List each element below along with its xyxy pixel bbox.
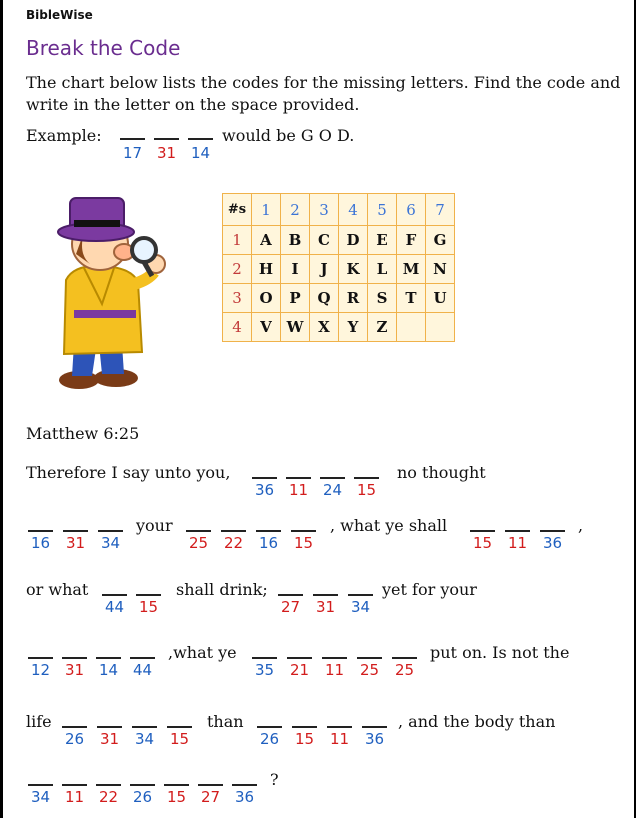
cipher-letter: I: [281, 255, 310, 284]
puzzle-text: no thought: [397, 463, 486, 482]
cipher-corner: #s: [223, 194, 252, 226]
letter-code: 26: [259, 730, 280, 748]
puzzle-text: than: [207, 712, 244, 731]
answer-blank[interactable]: [362, 726, 387, 728]
answer-blank[interactable]: [287, 657, 312, 659]
letter-code: 44: [132, 661, 153, 679]
answer-blank[interactable]: [164, 784, 189, 786]
letter-code: 25: [188, 534, 209, 552]
instructions: The chart below lists the codes for the missing letters. Find the code and write in the letter on the space provided.: [26, 73, 621, 114]
cipher-col-header: 2: [281, 194, 310, 226]
letter-code: 11: [64, 788, 85, 806]
cipher-table: [222, 193, 455, 342]
answer-blank[interactable]: [291, 530, 316, 532]
answer-blank[interactable]: [62, 726, 87, 728]
answer-blank[interactable]: [186, 530, 211, 532]
cipher-letter: K: [339, 255, 368, 284]
puzzle-text: shall drink;: [176, 580, 268, 599]
cipher-letter: L: [368, 255, 397, 284]
answer-blank[interactable]: [167, 726, 192, 728]
example-code: 31: [156, 144, 177, 162]
letter-code: 16: [258, 534, 279, 552]
answer-blank[interactable]: [292, 726, 317, 728]
answer-blank[interactable]: [320, 477, 345, 479]
letter-code: 24: [322, 481, 343, 499]
cipher-col-header: 7: [426, 194, 455, 226]
example-code: 14: [190, 144, 211, 162]
cipher-letter: O: [252, 284, 281, 313]
letter-code: 44: [104, 598, 125, 616]
cipher-row: [223, 284, 455, 313]
answer-blank[interactable]: [348, 594, 373, 596]
letter-code: 36: [364, 730, 385, 748]
letter-code: 27: [200, 788, 221, 806]
cipher-letter: V: [252, 313, 281, 342]
cipher-letter: D: [339, 226, 368, 255]
answer-blank[interactable]: [278, 594, 303, 596]
letter-code: 34: [30, 788, 51, 806]
cipher-letter: M: [397, 255, 426, 284]
answer-blank[interactable]: [62, 784, 87, 786]
cipher-col-header: 4: [339, 194, 368, 226]
cipher-row: [223, 313, 455, 342]
cipher-letter: P: [281, 284, 310, 313]
letter-code: 14: [98, 661, 119, 679]
cipher-letter: A: [252, 226, 281, 255]
cipher-letter: C: [310, 226, 339, 255]
answer-blank[interactable]: [256, 530, 281, 532]
verse-reference: Matthew 6:25: [26, 424, 140, 443]
answer-blank[interactable]: [102, 594, 127, 596]
cipher-letter: U: [426, 284, 455, 313]
letter-code: 15: [169, 730, 190, 748]
letter-code: 34: [100, 534, 121, 552]
answer-blank[interactable]: [313, 594, 338, 596]
answer-blank[interactable]: [286, 477, 311, 479]
letter-code: 11: [288, 481, 309, 499]
puzzle-text: ,: [578, 516, 584, 535]
answer-blank[interactable]: [198, 784, 223, 786]
letter-code: 25: [359, 661, 380, 679]
letter-code: 16: [30, 534, 51, 552]
letter-code: 26: [132, 788, 153, 806]
page-bottom: [0, 818, 640, 837]
letter-code: 15: [294, 730, 315, 748]
letter-code: 25: [394, 661, 415, 679]
answer-blank[interactable]: [130, 784, 155, 786]
cipher-col-header: 1: [252, 194, 281, 226]
letter-code: 11: [329, 730, 350, 748]
answer-blank[interactable]: [232, 784, 257, 786]
answer-blank[interactable]: [62, 657, 87, 659]
page-title: Break the Code: [26, 36, 181, 60]
cipher-row-header: 3: [223, 284, 252, 313]
answer-blank[interactable]: [392, 657, 417, 659]
cipher-letter: F: [397, 226, 426, 255]
letter-code: 15: [138, 598, 159, 616]
letter-code: 15: [293, 534, 314, 552]
puzzle-text: ,what ye: [168, 643, 237, 662]
answer-blank[interactable]: [505, 530, 530, 532]
letter-code: 36: [254, 481, 275, 499]
cipher-col-header: 5: [368, 194, 397, 226]
letter-code: 11: [507, 534, 528, 552]
cipher-letter: Q: [310, 284, 339, 313]
puzzle-text: Therefore I say unto you,: [26, 463, 231, 482]
cipher-letter: [397, 313, 426, 342]
cipher-letter: E: [368, 226, 397, 255]
letter-code: 36: [542, 534, 563, 552]
example-blank[interactable]: [154, 138, 179, 140]
example-blank[interactable]: [188, 138, 213, 140]
letter-code: 15: [166, 788, 187, 806]
answer-blank[interactable]: [63, 530, 88, 532]
puzzle-text: life: [26, 712, 52, 731]
answer-blank[interactable]: [96, 784, 121, 786]
cipher-letter: G: [426, 226, 455, 255]
letter-code: 27: [280, 598, 301, 616]
answer-blank[interactable]: [97, 726, 122, 728]
letter-code: 12: [30, 661, 51, 679]
answer-blank[interactable]: [130, 657, 155, 659]
letter-code: 22: [223, 534, 244, 552]
answer-blank[interactable]: [252, 657, 277, 659]
letter-code: 15: [356, 481, 377, 499]
letter-code: 11: [324, 661, 345, 679]
letter-code: 34: [134, 730, 155, 748]
letter-code: 15: [472, 534, 493, 552]
cipher-letter: B: [281, 226, 310, 255]
letter-code: 31: [65, 534, 86, 552]
answer-blank[interactable]: [136, 594, 161, 596]
answer-blank[interactable]: [96, 657, 121, 659]
letter-code: 34: [350, 598, 371, 616]
example-label: Example:: [26, 126, 102, 145]
letter-code: 31: [99, 730, 120, 748]
letter-code: 21: [289, 661, 310, 679]
answer-blank[interactable]: [354, 477, 379, 479]
answer-blank[interactable]: [28, 530, 53, 532]
cipher-row-header: 4: [223, 313, 252, 342]
puzzle-text: put on. Is not the: [430, 643, 570, 662]
brand-name: BibleWise: [26, 8, 93, 22]
puzzle-text: or what: [26, 580, 89, 599]
detective-illustration: [44, 184, 174, 394]
answer-blank[interactable]: [28, 784, 53, 786]
cipher-letter: X: [310, 313, 339, 342]
answer-blank[interactable]: [98, 530, 123, 532]
example-blank[interactable]: [120, 138, 145, 140]
cipher-letter: J: [310, 255, 339, 284]
answer-blank[interactable]: [221, 530, 246, 532]
answer-blank[interactable]: [327, 726, 352, 728]
cipher-header-row: [223, 194, 455, 226]
letter-code: 31: [315, 598, 336, 616]
cipher-letter: Z: [368, 313, 397, 342]
letter-code: 31: [64, 661, 85, 679]
puzzle-text: , what ye shall: [330, 516, 448, 535]
cipher-row: [223, 255, 455, 284]
letter-code: 35: [254, 661, 275, 679]
cipher-letter: N: [426, 255, 455, 284]
example-suffix: would be G O D.: [222, 126, 355, 145]
puzzle-text: your: [136, 516, 173, 535]
cipher-row-header: 2: [223, 255, 252, 284]
cipher-letter: H: [252, 255, 281, 284]
answer-blank[interactable]: [132, 726, 157, 728]
cipher-letter: Y: [339, 313, 368, 342]
puzzle-text: , and the body than: [398, 712, 556, 731]
answer-blank[interactable]: [257, 726, 282, 728]
cipher-col-header: 6: [397, 194, 426, 226]
cipher-row: [223, 226, 455, 255]
answer-blank[interactable]: [470, 530, 495, 532]
letter-code: 26: [64, 730, 85, 748]
cipher-row-header: 1: [223, 226, 252, 255]
cipher-col-header: 3: [310, 194, 339, 226]
cipher-letter: [426, 313, 455, 342]
example-code: 17: [122, 144, 143, 162]
letter-code: 22: [98, 788, 119, 806]
cipher-letter: W: [281, 313, 310, 342]
puzzle-text: yet for your: [382, 580, 477, 599]
answer-blank[interactable]: [252, 477, 277, 479]
answer-blank[interactable]: [357, 657, 382, 659]
answer-blank[interactable]: [28, 657, 53, 659]
cipher-letter: R: [339, 284, 368, 313]
cipher-letter: T: [397, 284, 426, 313]
answer-blank[interactable]: [540, 530, 565, 532]
puzzle-text: ?: [270, 770, 279, 789]
letter-code: 36: [234, 788, 255, 806]
answer-blank[interactable]: [322, 657, 347, 659]
cipher-letter: S: [368, 284, 397, 313]
